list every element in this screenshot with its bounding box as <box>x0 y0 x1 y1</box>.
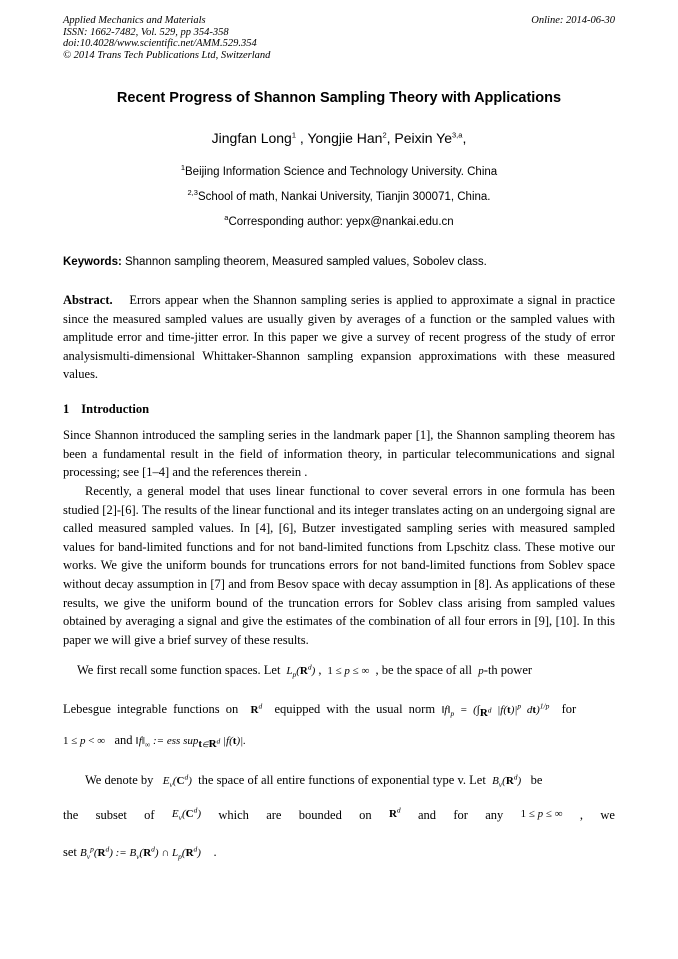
author-sep: , <box>386 130 395 146</box>
text-run: . <box>213 845 217 859</box>
affiliation-sup: 2,3 <box>187 188 198 198</box>
author-sup: 3,a <box>452 130 463 140</box>
text-run: the space of all entire functions of exponential type v. Let <box>198 773 486 787</box>
author-name: Peixin Ye <box>394 130 452 146</box>
affiliation-sup: a <box>224 213 229 223</box>
math-rd: $R^d$ <box>250 701 263 716</box>
math-ev-cd: $E_v(C^d)$ <box>171 805 202 823</box>
affiliation-text: School of math, Nankai University, Tianjin 300071, China. <box>197 191 491 203</box>
math-ev-cd: $E_v(C^d)$ <box>162 772 192 790</box>
abstract <box>63 291 615 384</box>
affiliation-sup: 1 <box>180 163 185 173</box>
math-bv-rd: $B_v(R^d)$ <box>492 772 522 790</box>
keywords-label: Keywords: <box>63 256 122 268</box>
text-run: be <box>530 773 543 787</box>
section-heading <box>63 402 161 417</box>
function-spaces-line-6 <box>63 845 615 860</box>
journal-issn: ISSN: 1662-7482, Vol. 529, pp 354-358 <box>63 26 229 38</box>
text-run: set <box>63 845 77 859</box>
intro-paragraph-2: Recently, a general model that uses linear functional to cover several errors in one formula has been studied [2]-[6]. The results of the linear functional and its integer translates acting on an undergoing signal are called measured sampled values. In [4], [6], Butzer investigated sampling series with measured sampled values for band-limited functions and for not band-limited functions from Lpschitz class. These motive our works. We give the uniform bounds for truncations errors for not band-limited functions from Soblev space without decay assumption in [7] and from Besov space with decay assumption in [8]. As applications of these results, we give the uniform bound of the truncation errors for Soblev class arising from sampled values obtained by averaging a signal and give the estimates of the combination of all four errors in [9], [10]. In this paper we will give a brief survey of these results. <box>63 484 615 647</box>
keywords-text: Shannon sampling theorem, Measured sampled values, Sobolev class. <box>121 256 487 268</box>
section-number: 1 <box>63 402 70 416</box>
math-lp-norm: $‖f‖_p = (\int_{R^d}$ $|f(t)|^p$ dt)$^{1/p}$ <box>441 701 550 720</box>
function-spaces-line-1: We first recall some function spaces. Let $L_p(R^d)$ , 1 ≤ p ≤ ∞ , be the space of all p-th power <box>77 662 533 680</box>
text-run: bounded <box>298 808 342 822</box>
journal-doi: doi:10.4028/www.scientific.net/AMM.529.354 <box>63 38 257 49</box>
author-sep: , <box>462 130 467 146</box>
affiliation-text: Corresponding author: yepx@nankai.edu.cn <box>228 216 454 228</box>
affiliation <box>0 188 678 203</box>
function-spaces-line-5: the subset of $E_v(C^d)$ which are bounded on $R^d$ and for any 1 ≤ p ≤ ∞ , we <box>63 805 615 823</box>
function-spaces-line-3 <box>63 733 615 751</box>
author-name: Jingfan Long <box>211 130 292 146</box>
math-bvp-def: $B_v^p(R^d)$ := $B_v(R^d)$ ∩ $L_p(R^d)$ <box>80 844 201 862</box>
intro-paragraph-1: Since Shannon introduced the sampling series in the landmark paper [1], the Shannon sampling theorem has been a fundamental result in the field of information theory, in particular telecommunications and signal processing; see [1–4] and the references therein . <box>63 428 615 480</box>
text-run: -th power <box>483 663 533 677</box>
function-spaces-line-4 <box>63 773 615 788</box>
author-sup: 2 <box>382 130 387 140</box>
text-run: for <box>561 702 577 716</box>
text-run: are <box>266 808 282 822</box>
author-sep: , <box>296 130 308 146</box>
math-p-range-finite: 1 ≤ p < ∞ <box>63 735 106 747</box>
text-run: any <box>485 808 504 822</box>
author-name: Yongjie Han <box>307 130 383 146</box>
paper-title: Recent Progress of Shannon Sampling Theory with Applications <box>116 90 562 106</box>
affiliation <box>0 163 678 178</box>
text-run: which <box>218 808 249 822</box>
text-run: We first recall some function spaces. Let <box>77 663 281 677</box>
affiliation-text: Beijing Information Science and Technology University. China <box>185 166 498 178</box>
text-run: on <box>359 808 372 822</box>
journal-header <box>63 15 270 61</box>
text-run: subset <box>95 808 127 822</box>
section-title: Introduction <box>81 402 150 416</box>
affiliation <box>0 213 678 228</box>
text-run: of <box>144 808 155 822</box>
math-lp-rd: $L_p(R^d)$ <box>283 662 316 680</box>
text-run: and <box>114 733 133 747</box>
math-p-range: 1 ≤ p ≤ ∞ <box>324 665 370 677</box>
keywords <box>63 256 615 268</box>
math-p: p <box>478 665 484 677</box>
journal-name: Applied Mechanics and Materials <box>63 15 206 26</box>
online-date: Online: 2014-06-30 <box>531 15 615 26</box>
text-run: , be the space of all <box>375 663 473 677</box>
text-run: equipped with the usual norm <box>274 702 436 716</box>
abstract-text: Errors appear when the Shannon sampling series is applied to approximate a signal in practice since the measured sampled values are usually given by averages of a function or the sampled values with amplitude error and time-jitter error. In this paper we give a survey of recent progress of the study of error analysismulti-dimensional Whittaker-Shannon sampling expansion approximations with these measured values. <box>63 293 615 382</box>
function-spaces-line-2 <box>63 701 615 720</box>
author-sup: 1 <box>291 130 297 140</box>
text-run: the <box>63 808 79 822</box>
author-list <box>0 130 678 146</box>
text-run: We denote by <box>85 773 154 787</box>
text-run: and <box>417 808 437 822</box>
math-rd: $R^d$ <box>388 805 401 820</box>
text-run: Lebesgue integrable functions on <box>63 702 239 716</box>
text-run: for <box>453 808 468 822</box>
math-sup-norm: $‖f‖_\infty$ := ess sup$_{t\in R^d}$ |f(t)|. <box>135 735 246 751</box>
journal-copyright: © 2014 Trans Tech Publications Ltd, Switzerland <box>63 49 271 61</box>
abstract-label: Abstract. <box>63 293 113 307</box>
math-p-range: 1 ≤ p ≤ ∞ <box>520 808 563 820</box>
text-run: we <box>600 808 615 822</box>
